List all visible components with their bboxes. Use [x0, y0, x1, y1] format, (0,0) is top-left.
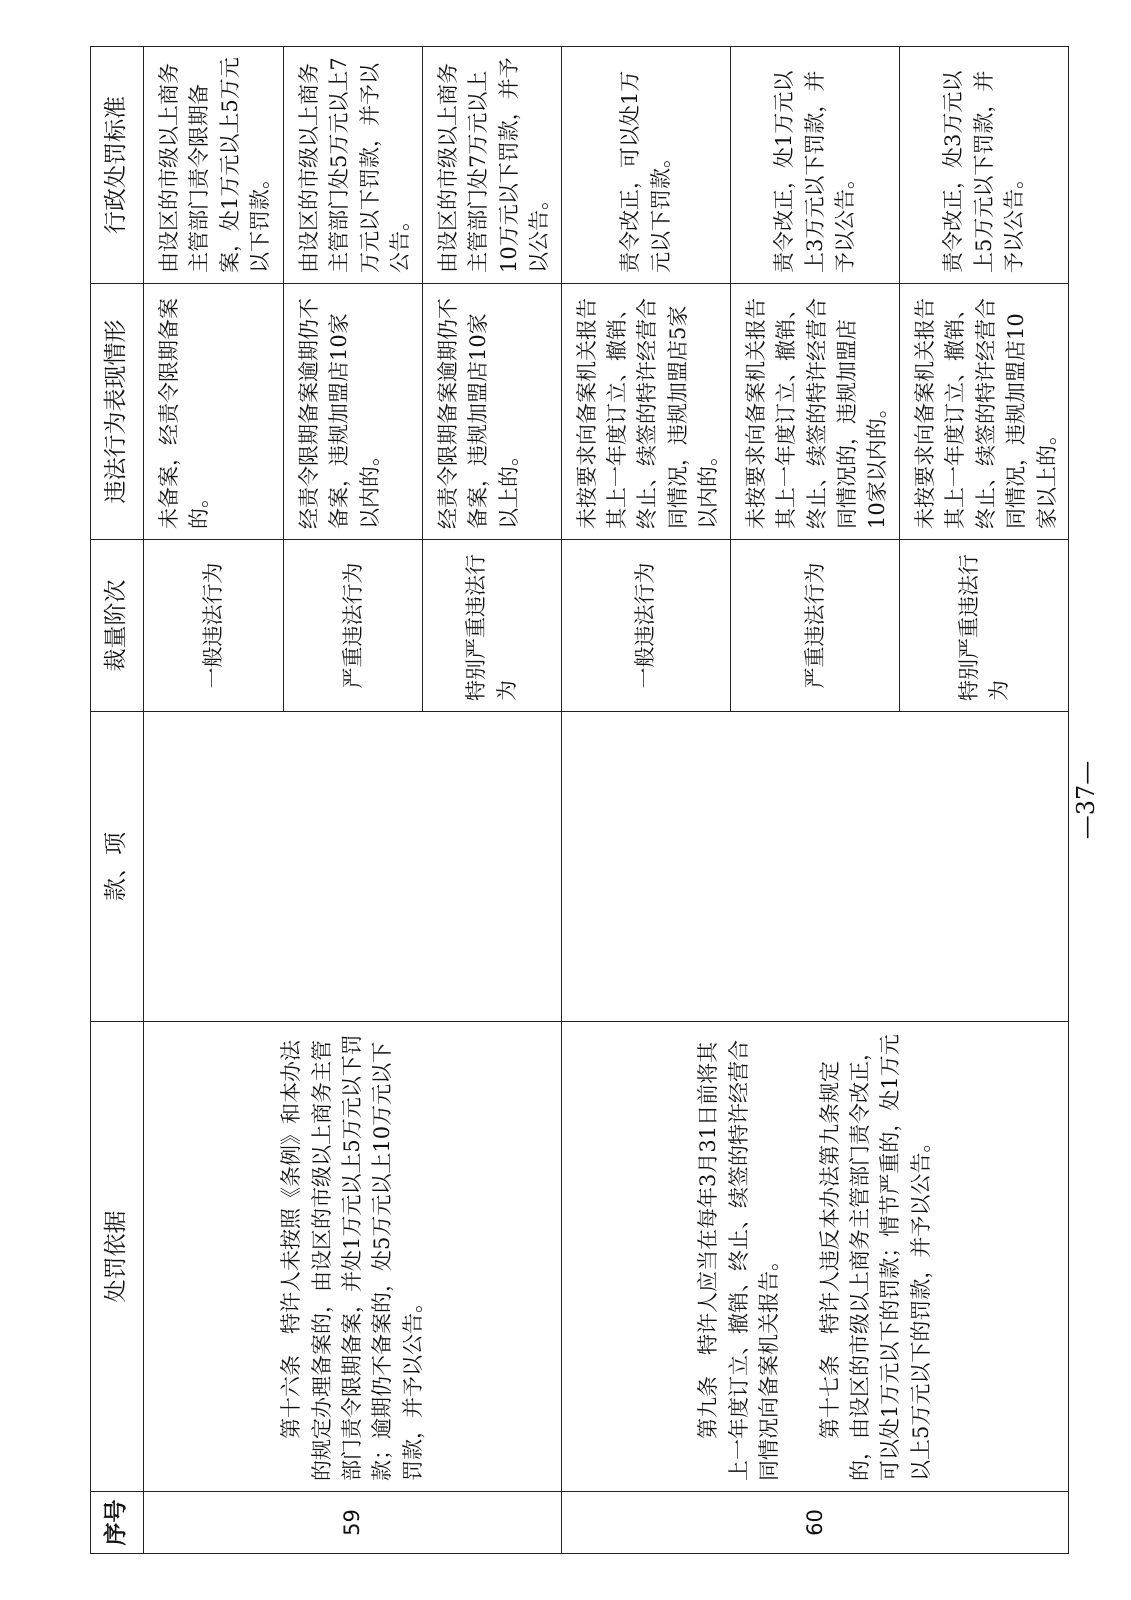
row-clause	[561, 712, 1069, 1022]
situation-cell: 经责令限期备案逾期仍不备案，违规加盟店10家以内的。	[284, 284, 423, 540]
page-number: —37—	[1072, 760, 1100, 840]
row-basis	[561, 1022, 1069, 1492]
row-seq: 60	[561, 1492, 1069, 1554]
basis-paragraph: 第九条 特许人应当在每年3月31日前将其上一年度订立、撤销、终止、续签的特许经营合同情况向备案机关报告。	[696, 1040, 782, 1481]
row-clause	[144, 712, 562, 1022]
row-seq: 59	[144, 1492, 562, 1554]
standard-cell: 责令改正，可以处1万元以下罚款。	[561, 47, 730, 284]
header-seq: 序号	[91, 1492, 144, 1554]
level-cell: 特别严重违法行为	[422, 540, 561, 712]
level-cell: 一般违法行为	[144, 540, 284, 712]
situation-cell: 未按要求向备案机关报告其上一年度订立、撤销、终止、续签的特许经营合同情况，违规加盟店5家以内的。	[561, 284, 730, 540]
level-cell: 特别严重违法行为	[899, 540, 1068, 712]
table-header-row	[91, 47, 144, 1554]
header-situation: 违法行为表现情形	[91, 284, 144, 540]
standard-cell: 责令改正，处3万元以上5万元以下罚款，并予以公告。	[899, 47, 1068, 284]
basis-paragraph: 第十七条 特许人违反本办法第九条规定的，由设区的市级以上商务主管部门责令改正，可以处1万元以下的罚款；情节严重的，处1万元以上5万元以下的罚款，并予以公告。	[817, 1034, 933, 1481]
level-cell: 严重违法行为	[730, 540, 899, 712]
level-cell: 严重违法行为	[284, 540, 423, 712]
penalty-table	[90, 46, 1069, 1554]
situation-cell: 未备案，经责令限期备案的。	[144, 284, 284, 540]
header-basis: 处罚依据	[91, 1022, 144, 1492]
header-standard: 行政处罚标准	[91, 47, 144, 284]
situation-cell: 未按要求向备案机关报告其上一年度订立、撤销、终止、续签的特许经营合同情况的，违规加盟店10家以内的。	[730, 284, 899, 540]
table-row	[144, 47, 284, 1554]
standard-cell: 责令改正，处1万元以上3万元以下罚款，并予以公告。	[730, 47, 899, 284]
standard-cell: 由设区的市级以上商务主管部门责令限期备案，处1万元以上5万元以下罚款。	[144, 47, 284, 284]
situation-cell: 经责令限期备案逾期仍不备案，违规加盟店10家以上的。	[422, 284, 561, 540]
table-row	[561, 47, 730, 1554]
standard-cell: 由设区的市级以上商务主管部门处5万元以上7万元以下罚款，并予以公告。	[284, 47, 423, 284]
standard-cell: 由设区的市级以上商务主管部门处7万元以上10万元以下罚款，并予以公告。	[422, 47, 561, 284]
situation-cell: 未按要求向备案机关报告其上一年度订立、撤销、终止、续签的特许经营合同情况，违规加盟店10家以上的。	[899, 284, 1068, 540]
header-level: 裁量阶次	[91, 540, 144, 712]
level-cell: 一般违法行为	[561, 540, 730, 712]
basis-paragraph: 第十六条 特许人未按照《条例》和本办法的规定办理备案的，由设区的市级以上商务主管部门责令限期备案，并处1万元以上5万元以下罚款；逾期仍不备案的，处5万元以上10万元以下罚款，并予以公告。	[279, 1034, 425, 1481]
row-basis	[144, 1022, 562, 1492]
header-clause: 款、项	[91, 712, 144, 1022]
